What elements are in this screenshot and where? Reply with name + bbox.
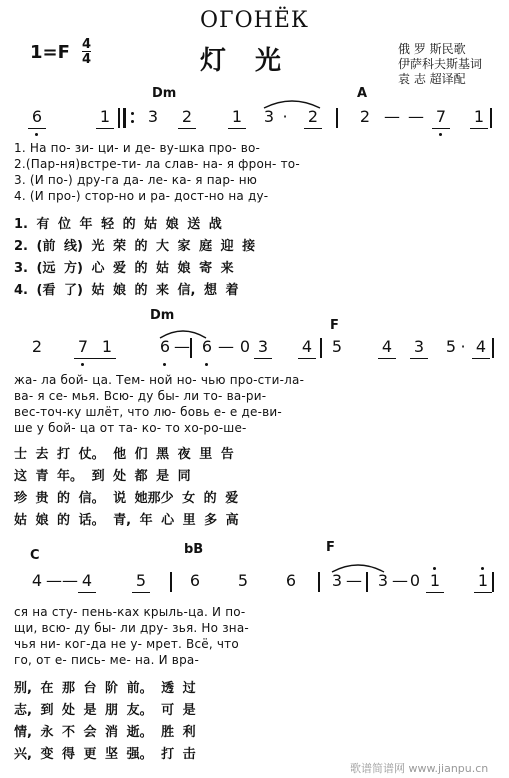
bar-line xyxy=(170,572,172,592)
low-octave-dot xyxy=(205,363,208,366)
underline xyxy=(410,358,428,359)
repeat-dot xyxy=(131,120,134,123)
chord-label: Dm xyxy=(150,308,175,323)
note: 1 xyxy=(473,107,485,126)
underline xyxy=(378,358,396,359)
russian-lyric-line: ва- я се- мья. Всю- ду бы- ли то- ва-ри- xyxy=(14,389,267,403)
underline xyxy=(474,592,492,593)
chinese-lyric-line: 珍 贵 的 信。 说 她那少 女 的 爱 xyxy=(14,491,239,506)
chinese-lyric-line: 姑 娘 的 话。 青, 年 心 里 多 高 xyxy=(14,513,239,528)
note: 6 xyxy=(189,571,201,590)
repeat-bar xyxy=(123,108,126,128)
underline xyxy=(132,592,150,593)
russian-lyric-line: 4. (И про-) стор-но и ра- дост-но на ду- xyxy=(14,189,269,203)
russian-lyric-line: ше у бой- ца от та- ко- то хо-ро-ше- xyxy=(14,421,247,435)
russian-lyric-line: вес-точ-ку шлёт, что лю- бовь е- е де-ви- xyxy=(14,405,282,419)
credit-origin: 俄 罗 斯民歌 xyxy=(398,42,466,56)
title-chinese: 灯 光 xyxy=(200,46,292,76)
note: 1 xyxy=(477,571,489,590)
chord-label: A xyxy=(357,86,368,101)
tie-arc xyxy=(262,96,322,110)
russian-lyric-line: 3. (И по-) дру-га да- ле- ка- я пар- ню xyxy=(14,173,258,187)
bar-line xyxy=(190,338,192,358)
underline xyxy=(470,128,488,129)
dash: — xyxy=(218,337,234,356)
high-octave-dot xyxy=(433,567,436,570)
note: 7 xyxy=(435,107,447,126)
chord-label: F xyxy=(330,318,339,333)
chinese-lyric-line: 3. (远 方) 心 爱 的 姑 娘 寄 来 xyxy=(14,261,234,276)
bar-line xyxy=(490,108,492,128)
chord-label: bB xyxy=(184,542,204,557)
credit-translator: 袁 志 超译配 xyxy=(398,72,466,86)
note: 2 xyxy=(307,107,319,126)
title-russian: ОГОНЁК xyxy=(200,8,309,33)
bar-line xyxy=(318,572,320,592)
notation-line-2 xyxy=(0,338,509,368)
note: 4 xyxy=(301,337,313,356)
underline xyxy=(28,128,46,129)
note: 0 xyxy=(239,337,251,356)
high-octave-dot xyxy=(481,567,484,570)
note: 5 xyxy=(237,571,249,590)
dash: — xyxy=(346,571,362,590)
chinese-lyric-line: 情, 永 不 会 消 逝。 胜 利 xyxy=(14,725,196,740)
chinese-lyric-line: 别, 在 那 台 阶 前。 透 过 xyxy=(14,681,196,696)
note: 2 xyxy=(359,107,371,126)
notation-line-1 xyxy=(0,108,509,138)
note: 3 xyxy=(331,571,343,590)
underline xyxy=(178,128,196,129)
chinese-lyric-line: 4. (看 了) 姑 娘 的 来 信, 想 着 xyxy=(14,283,239,298)
russian-lyric-line: го, от е- пись- ме- на. И вра- xyxy=(14,653,199,667)
russian-lyric-line: ся на сту- пень-ках крыль-ца. И по- xyxy=(14,605,246,619)
underline xyxy=(472,358,490,359)
underline xyxy=(304,128,322,129)
low-octave-dot xyxy=(35,133,38,136)
note: 4 xyxy=(31,571,43,590)
note: 1 xyxy=(101,337,113,356)
time-signature-bottom: 4 xyxy=(82,52,92,67)
tie-arc xyxy=(330,560,386,574)
russian-lyric-line: 2.(Пар-ня)встре-ти- ла слав- на- я фрон- то- xyxy=(14,157,300,171)
low-octave-dot xyxy=(81,363,84,366)
dash: — xyxy=(408,107,424,126)
dash: — xyxy=(384,107,400,126)
underline xyxy=(254,358,272,359)
dash: — xyxy=(392,571,408,590)
note: 6 xyxy=(159,337,171,356)
underline xyxy=(74,358,116,359)
dot-rhythm: · xyxy=(282,107,288,126)
dash: — xyxy=(46,571,62,590)
note: 1 xyxy=(99,107,111,126)
low-octave-dot xyxy=(439,133,442,136)
bar-line xyxy=(336,108,338,128)
chinese-lyric-line: 士 去 打 仗。 他 们 黑 夜 里 告 xyxy=(14,447,234,462)
note: 6 xyxy=(31,107,43,126)
underline xyxy=(228,128,246,129)
dash: — xyxy=(174,337,190,356)
note: 5 xyxy=(135,571,147,590)
chinese-lyric-line: 这 青 年。 到 处 都 是 同 xyxy=(14,469,191,484)
chinese-lyric-line: 志, 到 处 是 朋 友。 可 是 xyxy=(14,703,196,718)
low-octave-dot xyxy=(163,363,166,366)
note: 3 xyxy=(377,571,389,590)
chinese-lyric-line: 2. (前 线) 光 荣 的 大 家 庭 迎 接 xyxy=(14,239,256,254)
note: 3 xyxy=(257,337,269,356)
note: 3 xyxy=(147,107,159,126)
note: 4 xyxy=(81,571,93,590)
bar-line xyxy=(118,108,120,128)
underline xyxy=(78,592,96,593)
russian-lyric-line: чья ни- ког-да не у- мрет. Всё, что xyxy=(14,637,239,651)
note: 4 xyxy=(475,337,487,356)
note: 5 xyxy=(445,337,457,356)
time-signature-top: 4 xyxy=(82,37,92,52)
russian-lyric-line: щи, всю- ду бы- ли дру- зья. Но зна- xyxy=(14,621,249,635)
time-signature xyxy=(82,38,91,66)
chord-label: Dm xyxy=(152,86,177,101)
note: 1 xyxy=(231,107,243,126)
note: 3 xyxy=(263,107,275,126)
bar-line xyxy=(492,338,494,358)
chord-label: F xyxy=(326,540,335,555)
dot-rhythm: · xyxy=(460,337,466,356)
note: 7 xyxy=(77,337,89,356)
note: 3 xyxy=(413,337,425,356)
credits xyxy=(398,42,482,87)
bar-line xyxy=(320,338,322,358)
chinese-lyric-line: 兴, 变 得 更 坚 强。 打 击 xyxy=(14,747,196,762)
russian-lyric-line: 1. На по- зи- ци- и де- ву-шка про- во- xyxy=(14,141,261,155)
underline xyxy=(298,358,316,359)
note: 4 xyxy=(381,337,393,356)
credit-lyricist: 伊萨科夫斯基词 xyxy=(398,57,483,71)
watermark: 歌谱简谱网 www.jianpu.cn xyxy=(350,762,489,775)
notation-line-3 xyxy=(0,572,509,602)
bar-line xyxy=(492,572,494,592)
tie-arc xyxy=(158,326,208,340)
note: 5 xyxy=(331,337,343,356)
note: 2 xyxy=(181,107,193,126)
chinese-lyric-line: 1. 有 位 年 轻 的 姑 娘 送 战 xyxy=(14,217,222,232)
underline xyxy=(96,128,114,129)
dash: — xyxy=(62,571,78,590)
note: 0 xyxy=(409,571,421,590)
note: 6 xyxy=(201,337,213,356)
repeat-dot xyxy=(131,112,134,115)
underline xyxy=(432,128,450,129)
note: 2 xyxy=(31,337,43,356)
chord-label: C xyxy=(30,548,40,563)
bar-line xyxy=(366,572,368,592)
underline xyxy=(426,592,444,593)
key-signature: 1=F xyxy=(30,42,70,63)
note: 1 xyxy=(429,571,441,590)
russian-lyric-line: жа- ла бой- ца. Тем- ной но- чью про-сти-ла- xyxy=(14,373,305,387)
note: 6 xyxy=(285,571,297,590)
